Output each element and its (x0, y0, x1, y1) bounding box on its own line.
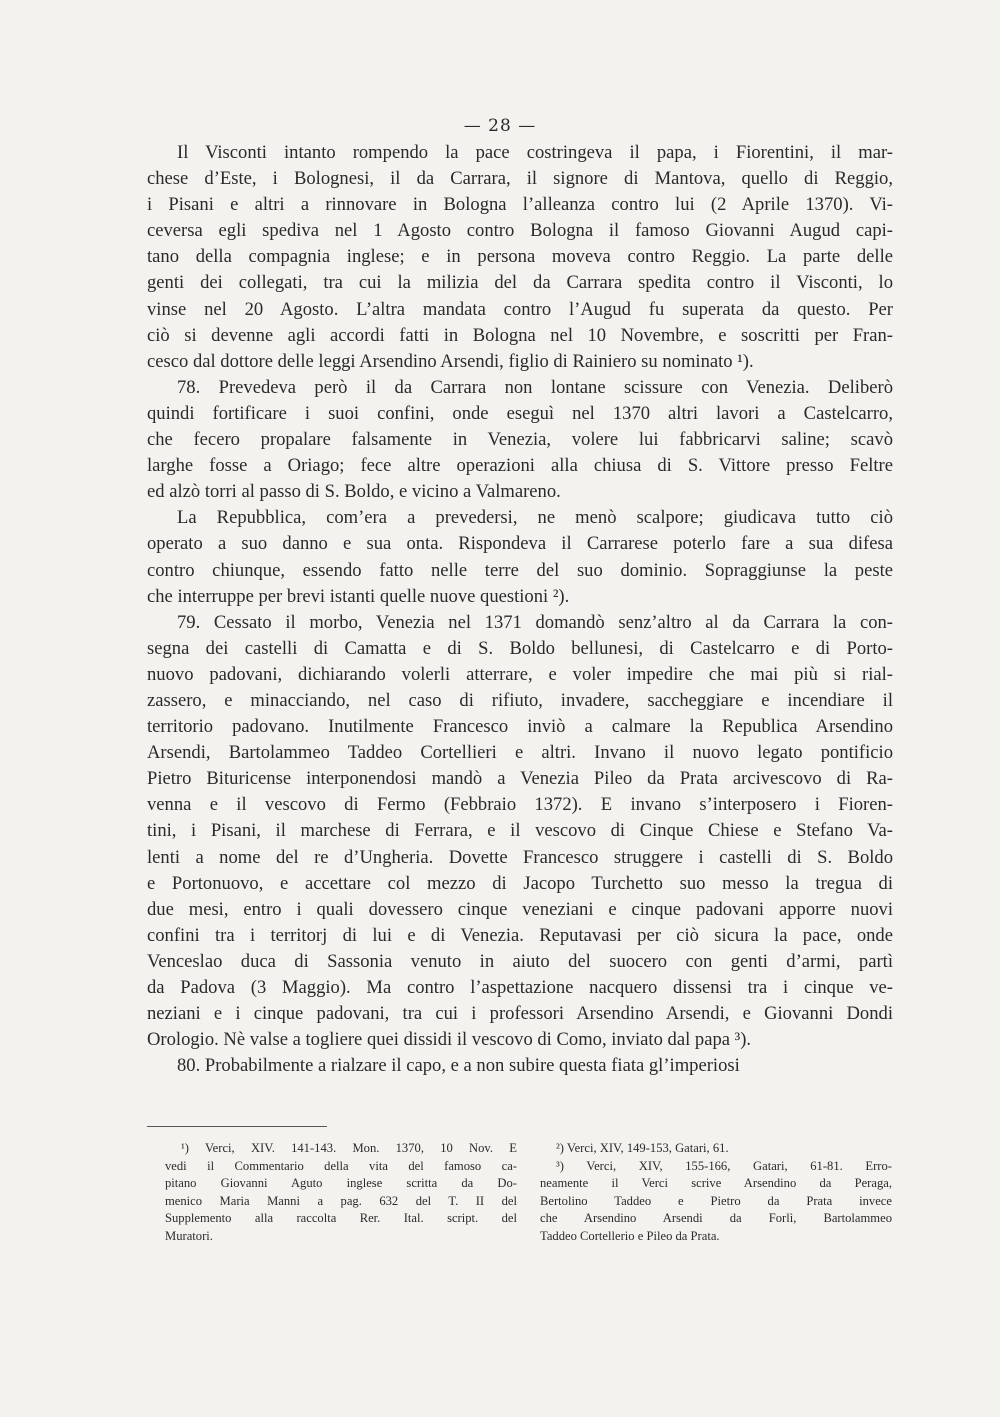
text-line: ciò si devenne agli accordi fatti in Bologna nel 10 Novembre, e soscritti per Fran- (147, 324, 893, 346)
text-line: e Portonuovo, e accettare col mezzo di Jacopo Turchetto suo messo la tregua di (147, 872, 893, 894)
body-text (147, 140, 893, 1079)
footnote-line: che Arsendino Arsendi da Forlì, Bartolammeo (540, 1211, 892, 1226)
text-line: due mesi, entro i quali dovessero cinque veneziani e cinque padovani apporre nuovi (147, 898, 893, 920)
text-line: 80. Probabilmente a rialzare il capo, e a non subire questa fiata gl’imperiosi (177, 1055, 740, 1077)
text-line: genti dei collegati, tra cui la milizia del da Carrara spedita contro il Visconti, lo (147, 272, 893, 294)
footnote-line: Supplemento alla raccolta Rer. Ital. script. del (165, 1211, 517, 1226)
text-line: Pietro Bituricense interponendosi mandò a Venezia Pileo da Prata arcivescovo di Ra- (147, 768, 893, 790)
text-line: cesco dal dottore delle leggi Arsendino Arsendi, figlio di Rainiero su nominato ¹). (147, 350, 754, 372)
footnote-line: ²) Verci, XIV, 149-153, Gatari, 61. (556, 1141, 729, 1155)
footnote-line: pitano Giovanni Aguto inglese scritta da Do- (165, 1176, 517, 1191)
text-line: Venceslao duca di Sassonia venuto in aiuto del suocero con genti d’armi, partì (147, 950, 893, 972)
text-line: Orologio. Nè valse a togliere quei dissidi il vescovo di Como, inviato dal papa ³). (147, 1029, 752, 1051)
text-line: che fecero propalare falsamente in Venezia, volere lui fabbricarvi saline; scavò (147, 429, 893, 451)
text-line: chese d’Este, i Bolognesi, il da Carrara, il signore di Mantova, quello di Reggio, (147, 168, 893, 190)
text-line: ceversa egli spediva nel 1 Agosto contro Bologna il famoso Giovanni Augud capi- (147, 220, 893, 242)
footnote-line: vedi il Commentario della vita del famoso ca- (165, 1158, 517, 1173)
text-line: territorio padovano. Inutilmente Francesco inviò a calmare la Republica Arsendino (147, 716, 893, 738)
text-line: larghe fosse a Oriago; fece altre operazioni alla chiusa di S. Vittore presso Feltre (147, 455, 893, 477)
text-line: che interruppe per brevi istanti quelle nuove questioni ²). (147, 585, 570, 607)
text-line: nuovo padovani, dichiarando volerli atterrare, e voler impedire che mai più si rial- (147, 663, 893, 685)
footnote-line: Taddeo Cortellerio e Pileo da Prata. (540, 1228, 720, 1243)
text-line: ed alzò torri al passo di S. Boldo, e vicino a Valmareno. (147, 481, 561, 503)
text-line: 78. Prevedeva però il da Carrara non lontane scissure con Venezia. Deliberò (177, 376, 893, 398)
text-line: venna e il vescovo di Fermo (Febbraio 1372). E invano s’interposero i Fioren- (147, 794, 893, 816)
footnote-line: Bertolino Taddeo e Pietro da Prata invece (540, 1193, 892, 1208)
page-number: — 28 — (463, 116, 537, 136)
text-line: Arsendi, Bartolammeo Taddeo Cortellieri e altri. Invano il nuovo legato pontificio (147, 742, 893, 764)
footnote-line: menico Maria Manni a pag. 632 del T. II del (165, 1193, 517, 1208)
text-line: zassero, e minacciando, nel caso di rifiuto, invadere, saccheggiare e incendiare il (147, 689, 893, 711)
text-line: lenti a nome del re d’Ungheria. Dovette Francesco struggere i castelli di S. Boldo (147, 846, 893, 868)
footnote-separator (147, 1126, 327, 1127)
footnotes-left-column (165, 1140, 517, 1246)
text-line: contro chiunque, essendo fatto nelle terre del suo dominio. Sopraggiunse la peste (147, 559, 893, 581)
text-line: 79. Cessato il morbo, Venezia nel 1371 domandò senz’altro al da Carrara la con- (177, 611, 893, 633)
footnotes-right-column (540, 1140, 892, 1246)
text-line: Il Visconti intanto rompendo la pace costringeva il papa, i Fiorentini, il mar- (177, 142, 893, 163)
text-line: vinse nel 20 Agosto. L’altra mandata contro l’Augud fu superata da questo. Per (147, 298, 893, 320)
text-line: tano della compagnia inglese; e in persona moveva contro Reggio. La parte delle (147, 246, 893, 268)
text-line: da Padova (3 Maggio). Ma contro l’aspettazione nacquero dissensi tra i cinque ve- (147, 977, 893, 998)
text-line: La Repubblica, com’era a prevedersi, ne menò scalpore; giudicava tutto ciò (177, 507, 893, 529)
text-line: segna dei castelli di Camatta e di S. Boldo bellunesi, di Castelcarro e di Porto- (147, 637, 893, 659)
footnote-line: ¹) Verci, XIV. 141-143. Mon. 1370, 10 Nov. E (181, 1141, 517, 1155)
text-line: confini tra i territorj di lui e di Venezia. Reputavasi per ciò sicura la pace, onde (147, 924, 893, 946)
footnote-line: ³) Verci, XIV, 155-166, Gatari, 61-81. Erro- (556, 1158, 892, 1173)
text-line: tini, i Pisani, il marchese di Ferrara, e il vescovo di Cinque Chiese e Stefano Va- (147, 820, 893, 842)
footnote-line: neamente il Verci scrive Arsendino da Peraga, (540, 1176, 892, 1191)
text-line: neziani e i cinque padovani, tra cui i professori Arsendino Arsendi, e Giovanni Dondi (147, 1003, 893, 1025)
text-line: quindi fortificare i suoi confini, onde eseguì nel 1370 altri lavori a Castelcarro, (147, 402, 893, 424)
text-line: i Pisani e altri a rinnovare in Bologna l’alleanza contro lui (2 Aprile 1370). Vi- (147, 194, 893, 216)
footnote-line: Muratori. (165, 1228, 213, 1243)
text-line: operato a suo danno e sua onta. Rispondeva il Carrarese poterlo fare a sua difesa (147, 533, 893, 555)
